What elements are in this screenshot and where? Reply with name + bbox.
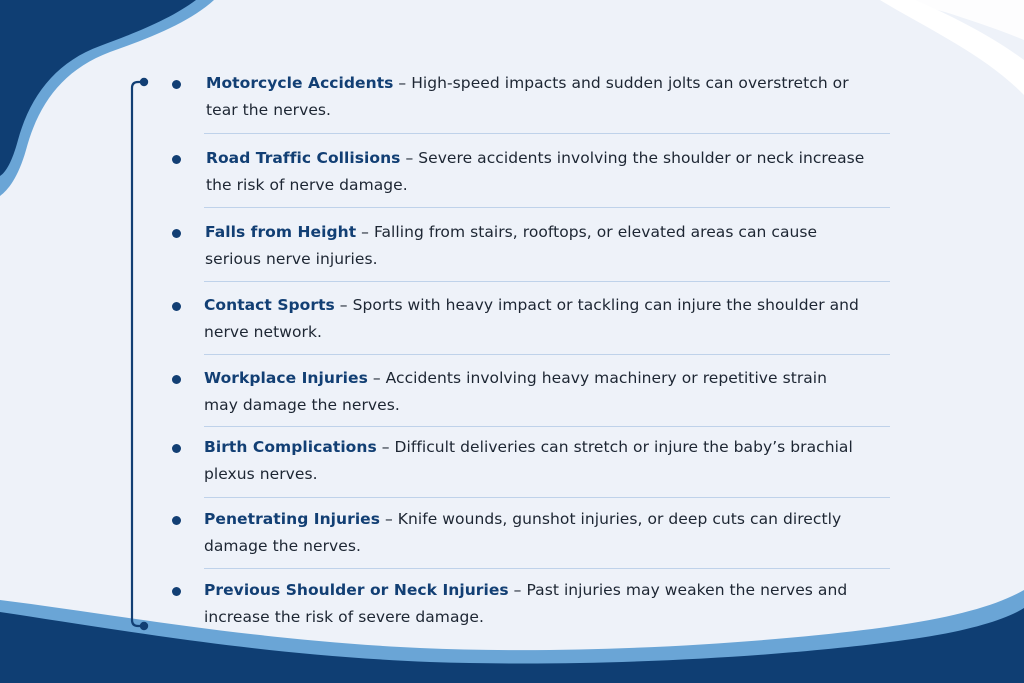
item-separator: – bbox=[400, 149, 419, 167]
item-title: Motorcycle Accidents bbox=[206, 74, 394, 92]
item-separator: – bbox=[367, 369, 386, 387]
item-description: Accidents involving heavy machinery or repetitive strain may damage the nerves. bbox=[204, 369, 828, 414]
divider bbox=[204, 497, 890, 498]
item-title: Contact Sports bbox=[204, 296, 335, 314]
bullet-icon bbox=[172, 444, 181, 453]
item-description: High-speed impacts and sudden jolts can overstretch or tear the nerves. bbox=[206, 74, 849, 119]
item-title: Penetrating Injuries bbox=[204, 510, 381, 528]
item-text bbox=[206, 70, 866, 124]
bullet-icon bbox=[172, 80, 181, 89]
bullet-icon bbox=[172, 375, 181, 384]
bullet-icon bbox=[172, 155, 181, 164]
bullet-icon bbox=[172, 516, 181, 525]
item-text bbox=[205, 219, 865, 273]
item-text bbox=[204, 292, 864, 346]
bullet-icon bbox=[172, 229, 181, 238]
divider bbox=[204, 568, 890, 569]
item-text bbox=[204, 434, 864, 488]
item-description: Knife wounds, gunshot injuries, or deep cuts can directly damage the nerves. bbox=[204, 510, 842, 555]
item-description: Sports with heavy impact or tackling can injure the shoulder and nerve network. bbox=[204, 296, 859, 341]
divider bbox=[204, 354, 890, 355]
item-description: Difficult deliveries can stretch or injure the baby’s brachial plexus nerves. bbox=[204, 438, 853, 483]
item-text bbox=[204, 577, 864, 631]
item-description: Past injuries may weaken the nerves and increase the risk of severe damage. bbox=[204, 581, 848, 626]
item-text bbox=[204, 365, 864, 419]
divider bbox=[204, 133, 890, 134]
item-separator: – bbox=[376, 438, 395, 456]
divider bbox=[204, 426, 890, 427]
item-separator: – bbox=[334, 296, 353, 314]
item-description: Falling from stairs, rooftops, or elevated areas can cause serious nerve injuries. bbox=[205, 223, 818, 268]
divider bbox=[204, 207, 890, 208]
item-separator: – bbox=[380, 510, 398, 528]
item-title: Falls from Height bbox=[205, 223, 357, 241]
bullet-icon bbox=[172, 302, 181, 311]
item-title: Previous Shoulder or Neck Injuries bbox=[204, 581, 509, 599]
item-separator: – bbox=[508, 581, 527, 599]
item-separator: – bbox=[393, 74, 412, 92]
item-separator: – bbox=[356, 223, 374, 241]
item-text bbox=[204, 506, 864, 560]
item-title: Road Traffic Collisions bbox=[206, 149, 401, 167]
item-title: Workplace Injuries bbox=[204, 369, 368, 387]
divider bbox=[204, 281, 890, 282]
item-description: Severe accidents involving the shoulder or neck increase the risk of nerve damage. bbox=[206, 149, 865, 194]
bullet-icon bbox=[172, 587, 181, 596]
item-title: Birth Complications bbox=[204, 438, 377, 456]
item-text bbox=[206, 145, 866, 199]
